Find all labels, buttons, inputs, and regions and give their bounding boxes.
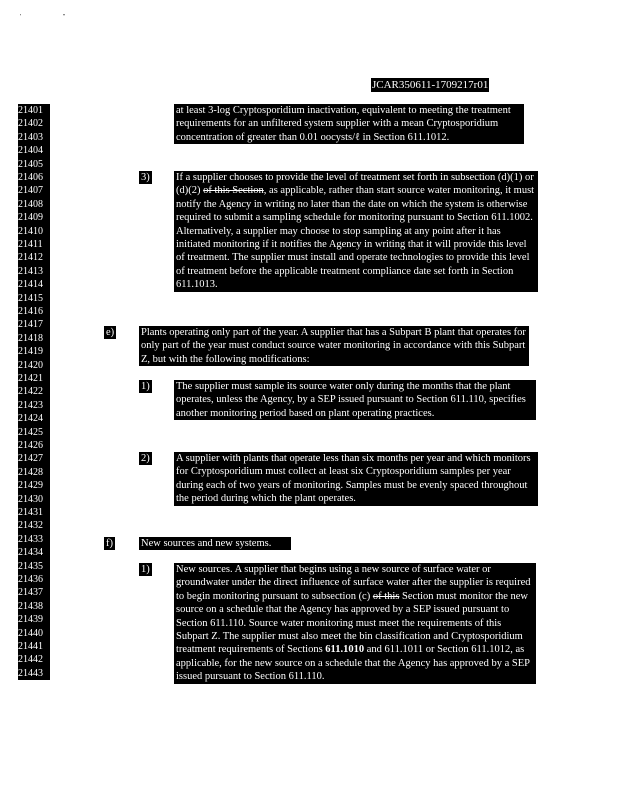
subsection-marker-1: 1) — [141, 381, 150, 392]
line-number: 21406 — [18, 171, 50, 184]
line-number: 21402 — [18, 117, 50, 130]
line-number: 21433 — [18, 533, 50, 546]
line-number: 21439 — [18, 613, 50, 626]
line-number: 21404 — [18, 144, 50, 157]
line-number: 21405 — [18, 158, 50, 171]
line-number: 21431 — [18, 506, 50, 519]
bold-text: 611.1010 — [325, 644, 365, 656]
document-header-code: JCAR350611-1709217r01 — [372, 79, 489, 91]
line-number: 21437 — [18, 586, 50, 599]
line-number: 21417 — [18, 318, 50, 331]
paragraph-text-c: and 611.1011 or Section 611.1012, as applicable, for the new source on a schedule that the Agency has approved by a SEP issued pursuant to Section 611.110. — [176, 644, 530, 683]
paragraph-text-a: If a supplier chooses to provide the level of treatment set forth in subsection (d)(1) or (d)(2) — [176, 172, 534, 197]
struck-text: of this Section — [203, 185, 264, 197]
line-number: 21438 — [18, 600, 50, 613]
subsection-marker-2: 2) — [141, 453, 150, 464]
line-number: 21415 — [18, 292, 50, 305]
paragraph-text: The supplier must sample its source water only during the months that the plant operates, unless the Agency, by a SEP issued pursuant to Section 611.110, specifies another monitoring period based on plant operating practices. — [176, 381, 526, 419]
subsection-marker-f1: 1) — [141, 564, 150, 575]
paragraph-text-b: Section must monitor the new source on a schedule that the Agency has approved by a SEP issued pursuant to Section 611.110. Source water monitoring must meet the requirements of this Subpart Z. The supplier must also meet the bin classification and Cryptosporidium treatment requirements of Sections — [176, 590, 529, 656]
line-number: 21423 — [18, 399, 50, 412]
line-number: 21411 — [18, 238, 50, 251]
line-number: 21427 — [18, 452, 50, 465]
line-number: 21422 — [18, 385, 50, 398]
line-number: 21407 — [18, 184, 50, 197]
line-number: 21428 — [18, 466, 50, 479]
line-number: 21432 — [18, 519, 50, 532]
line-number: 21412 — [18, 251, 50, 264]
line-number: 21419 — [18, 345, 50, 358]
line-number: 21425 — [18, 426, 50, 439]
paragraph-continuation — [174, 104, 524, 144]
paragraph-subsection-e2 — [174, 452, 538, 506]
line-number: 21424 — [18, 412, 50, 425]
line-number: 21414 — [18, 278, 50, 291]
subsection-marker-f: f) — [106, 538, 113, 549]
paragraph-subsection-e — [139, 326, 529, 366]
corner-marks: ' " — [20, 14, 86, 20]
paragraph-subsection-f — [139, 537, 291, 550]
line-number: 21435 — [18, 560, 50, 573]
struck-text: of this — [372, 590, 400, 602]
line-number: 21440 — [18, 627, 50, 640]
line-number: 21409 — [18, 211, 50, 224]
line-number: 21410 — [18, 225, 50, 238]
line-number: 21408 — [18, 198, 50, 211]
line-number: 21442 — [18, 653, 50, 666]
paragraph-text: A supplier with plants that operate less than six months per year and which monitors for Cryptosporidium must collect at least six Cryptosporidium samples per year during each of two years of monitoring. Samples must be evenly spaced throughout the period during which the plant operates. — [176, 453, 531, 505]
line-number: 21420 — [18, 359, 50, 372]
paragraph-subsection-e1 — [174, 380, 536, 420]
line-number: 21429 — [18, 479, 50, 492]
line-number: 21434 — [18, 546, 50, 559]
subsection-marker-e: e) — [106, 327, 115, 338]
paragraph-text-a: New sources. A supplier that begins using a new source of surface water or groundwater under the direct influence of surface water after the supplier is required to begin monitoring pursuant to subsection (c) — [176, 564, 531, 602]
paragraph-subsection-3 — [174, 171, 538, 292]
line-number: 21418 — [18, 332, 50, 345]
line-number: 21436 — [18, 573, 50, 586]
paragraph-text: Plants operating only part of the year. A supplier that has a Subpart B plant that operates for only part of the year must conduct source water monitoring in accordance with this Subpart Z, but with the following modifications: — [141, 327, 526, 365]
line-number: 21443 — [18, 667, 50, 680]
line-number: 21403 — [18, 131, 50, 144]
line-number: 21416 — [18, 305, 50, 318]
line-number: 21413 — [18, 265, 50, 278]
line-number: 21441 — [18, 640, 50, 653]
subsection-marker-3: 3) — [141, 172, 150, 183]
line-number: 21426 — [18, 439, 50, 452]
paragraph-subsection-f1 — [174, 563, 536, 684]
paragraph-text: at least 3-log Cryptosporidium inactivation, equivalent to meeting the treatment requirements for an unfiltered system supplier with a mean Cryptosporidium concentration of greater than 0.01 oocysts/ℓ in Section 611.1012. — [176, 105, 511, 143]
line-number: 21401 — [18, 104, 50, 117]
paragraph-text: New sources and new systems. — [141, 538, 272, 549]
paragraph-text-b: , as applicable, rather than start source water monitoring, it must notify the Agency in writing no later than the date on which the system is otherwise required to submit a sampling schedule for monitoring pursuant to Section 611.1002. Alternatively, a supplier may choose to stop sampling at any point after it has initiated monitoring if it notifies the Agency in writing that it will provide this level of treatment. The supplier must install and operate technologies to provide this level of treatment before the applicable treatment compliance date set forth in Section 611.1013. — [176, 185, 535, 291]
line-number: 21430 — [18, 493, 50, 506]
line-number: 21421 — [18, 372, 50, 385]
